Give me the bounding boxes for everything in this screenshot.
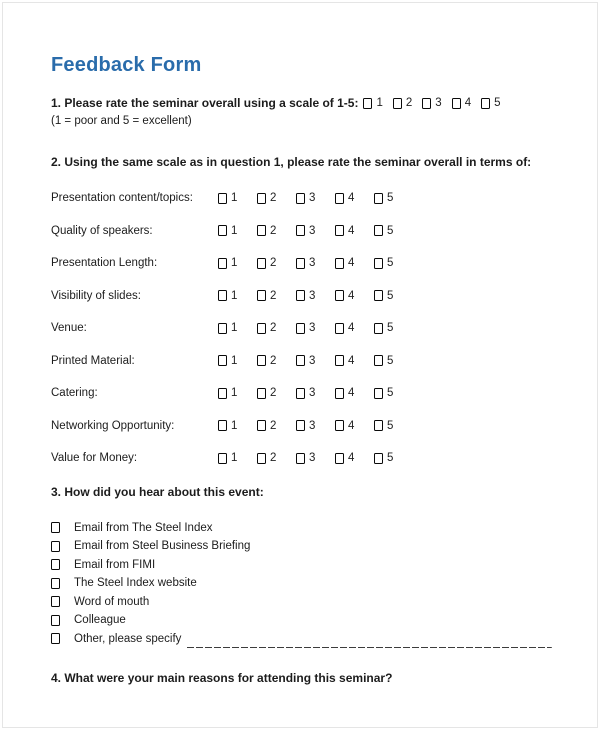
checkbox-icon[interactable] <box>218 290 227 301</box>
checkbox-icon[interactable] <box>374 258 383 269</box>
scale-number: 5 <box>387 354 394 367</box>
scale-checkbox-option-5[interactable] <box>374 322 413 334</box>
q1-scale-option-5[interactable] <box>481 96 500 111</box>
scale-number: 2 <box>270 452 277 464</box>
checkbox-icon[interactable] <box>51 633 60 644</box>
option-label: Colleague <box>74 614 126 627</box>
scale-number: 3 <box>435 97 442 109</box>
document-page <box>2 2 598 728</box>
checkbox-icon[interactable] <box>257 225 266 236</box>
scale-checkbox-option-5[interactable] <box>374 387 413 399</box>
rating-row <box>51 225 552 237</box>
rating-row-scale <box>218 257 413 269</box>
scale-checkbox-option-5[interactable] <box>374 420 413 432</box>
scale-checkbox-option-1[interactable] <box>218 452 257 464</box>
scale-number: 2 <box>270 192 277 204</box>
other-specify-line[interactable] <box>187 634 552 648</box>
scale-checkbox-option-4[interactable] <box>335 387 374 399</box>
scale-checkbox-option-3[interactable] <box>296 290 335 302</box>
checkbox-icon[interactable] <box>335 355 344 366</box>
scale-number: 5 <box>387 419 394 432</box>
option-label: The Steel Index website <box>74 577 197 590</box>
checkbox-icon[interactable] <box>51 559 60 570</box>
rating-row-scale <box>218 355 413 367</box>
question-1-scale <box>363 96 500 111</box>
scale-checkbox-option-4[interactable] <box>335 420 374 432</box>
checkbox-icon[interactable] <box>51 615 60 626</box>
scale-number: 4 <box>348 289 355 302</box>
checkbox-icon[interactable] <box>296 323 305 334</box>
scale-number: 4 <box>348 452 355 464</box>
checkbox-icon[interactable] <box>296 290 305 301</box>
option-row[interactable] <box>51 556 552 575</box>
checkbox-icon[interactable] <box>296 258 305 269</box>
rating-row-label: Visibility of slides: <box>51 289 141 302</box>
scale-checkbox-option-4[interactable] <box>335 452 374 464</box>
scale-number: 1 <box>231 322 238 334</box>
checkbox-icon[interactable] <box>452 98 461 109</box>
checkbox-icon[interactable] <box>257 420 266 431</box>
rating-row-label: Catering: <box>51 387 98 399</box>
scale-checkbox-option-2[interactable] <box>257 420 296 432</box>
scale-number: 3 <box>309 419 316 432</box>
option-row[interactable] <box>51 519 552 538</box>
checkbox-icon[interactable] <box>257 323 266 334</box>
checkbox-icon[interactable] <box>422 98 431 109</box>
rating-row <box>51 322 552 334</box>
checkbox-icon[interactable] <box>218 453 227 464</box>
scale-checkbox-option-3[interactable] <box>296 387 335 399</box>
scale-number: 5 <box>387 257 394 269</box>
rating-table <box>51 192 552 464</box>
scale-number: 3 <box>309 192 316 204</box>
scale-checkbox-option-1[interactable] <box>218 322 257 334</box>
scale-number: 1 <box>231 192 238 204</box>
rating-row <box>51 452 552 464</box>
scale-checkbox-option-4[interactable] <box>335 290 374 302</box>
scale-number: 3 <box>309 387 316 399</box>
scale-checkbox-option-2[interactable] <box>257 257 296 269</box>
scale-number: 2 <box>270 289 277 302</box>
scale-number: 3 <box>309 322 316 334</box>
rating-row <box>51 387 552 399</box>
option-row[interactable] <box>51 593 552 612</box>
checkbox-icon[interactable] <box>374 225 383 236</box>
checkbox-icon[interactable] <box>335 323 344 334</box>
rating-row <box>51 420 552 432</box>
scale-number: 4 <box>348 257 355 269</box>
scale-checkbox-option-3[interactable] <box>296 452 335 464</box>
rating-row-scale <box>218 387 413 399</box>
checkbox-icon[interactable] <box>335 258 344 269</box>
scale-checkbox-option-3[interactable] <box>296 225 335 237</box>
scale-number: 5 <box>494 97 501 109</box>
checkbox-icon[interactable] <box>374 388 383 399</box>
scale-number: 5 <box>387 387 394 399</box>
checkbox-icon[interactable] <box>218 225 227 236</box>
q1-scale-option-2[interactable] <box>393 96 412 111</box>
checkbox-icon[interactable] <box>218 420 227 431</box>
option-row[interactable] <box>51 537 552 556</box>
question-1 <box>51 96 552 111</box>
scale-checkbox-option-2[interactable] <box>257 225 296 237</box>
checkbox-icon[interactable] <box>363 98 372 109</box>
checkbox-icon[interactable] <box>296 355 305 366</box>
checkbox-icon[interactable] <box>335 453 344 464</box>
option-label: Email from The Steel Index <box>74 521 213 534</box>
scale-number: 3 <box>309 452 316 464</box>
scale-number: 2 <box>405 97 413 109</box>
rating-row <box>51 290 552 302</box>
rating-row-label: Value for Money: <box>51 452 138 464</box>
checkbox-icon[interactable] <box>296 453 305 464</box>
rating-row-scale <box>218 452 413 464</box>
scale-number: 3 <box>309 354 316 367</box>
checkbox-icon[interactable] <box>51 578 60 589</box>
checkbox-icon[interactable] <box>335 420 344 431</box>
scale-checkbox-option-1[interactable] <box>218 192 257 204</box>
q1-scale-option-1[interactable] <box>363 96 382 111</box>
checkbox-icon[interactable] <box>257 290 266 301</box>
scale-checkbox-option-2[interactable] <box>257 387 296 399</box>
scale-number: 1 <box>231 354 238 367</box>
checkbox-icon[interactable] <box>51 541 60 552</box>
scale-checkbox-option-2[interactable] <box>257 355 296 367</box>
scale-checkbox-option-1[interactable] <box>218 420 257 432</box>
scale-checkbox-option-2[interactable] <box>257 322 296 334</box>
scale-number: 1 <box>376 97 383 109</box>
scale-number: 2 <box>270 354 277 367</box>
scale-checkbox-option-5[interactable] <box>374 452 413 464</box>
option-row[interactable] <box>51 611 552 630</box>
rating-row-label: Printed Material: <box>51 354 135 367</box>
scale-number: 1 <box>231 419 238 432</box>
checkbox-icon[interactable] <box>218 193 227 204</box>
scale-checkbox-option-5[interactable] <box>374 225 413 237</box>
checkbox-icon[interactable] <box>374 290 383 301</box>
question-4-heading: 4. What were your main reasons for attending this seminar? <box>51 670 393 685</box>
checkbox-icon[interactable] <box>296 388 305 399</box>
scale-checkbox-option-5[interactable] <box>374 355 413 367</box>
checkbox-icon[interactable] <box>218 323 227 334</box>
page-title: Feedback Form <box>51 54 202 76</box>
scale-checkbox-option-3[interactable] <box>296 420 335 432</box>
scale-checkbox-option-3[interactable] <box>296 355 335 367</box>
checkbox-icon[interactable] <box>374 193 383 204</box>
rating-row-label: Presentation Length: <box>51 257 158 269</box>
option-label: Email from Steel Business Briefing <box>74 540 251 553</box>
scale-checkbox-option-1[interactable] <box>218 225 257 237</box>
scale-number: 2 <box>270 224 277 237</box>
rating-row-label: Presentation content/topics: <box>51 192 193 204</box>
checkbox-icon[interactable] <box>393 98 402 109</box>
rating-row-label: Quality of speakers: <box>51 224 153 237</box>
checkbox-icon[interactable] <box>335 225 344 236</box>
checkbox-icon[interactable] <box>335 388 344 399</box>
checkbox-icon[interactable] <box>257 193 266 204</box>
scale-checkbox-option-4[interactable] <box>335 192 374 204</box>
checkbox-icon[interactable] <box>218 355 227 366</box>
checkbox-icon[interactable] <box>374 420 383 431</box>
scale-number: 5 <box>387 322 394 334</box>
checkbox-icon[interactable] <box>335 290 344 301</box>
scale-number: 4 <box>348 224 355 237</box>
checkbox-icon[interactable] <box>51 596 60 607</box>
scale-number: 4 <box>348 387 355 399</box>
rating-row-scale <box>218 322 413 334</box>
scale-checkbox-option-3[interactable] <box>296 192 335 204</box>
hear-about-options <box>51 519 552 630</box>
rating-row <box>51 192 552 204</box>
scale-number: 4 <box>464 97 472 109</box>
scale-number: 4 <box>348 322 355 334</box>
scale-checkbox-option-2[interactable] <box>257 192 296 204</box>
checkbox-icon[interactable] <box>374 355 383 366</box>
scale-checkbox-option-4[interactable] <box>335 322 374 334</box>
scale-number: 2 <box>270 387 277 399</box>
rating-row <box>51 257 552 269</box>
checkbox-icon[interactable] <box>481 98 490 109</box>
scale-number: 4 <box>348 192 355 204</box>
scale-checkbox-option-3[interactable] <box>296 322 335 334</box>
scale-checkbox-option-1[interactable] <box>218 387 257 399</box>
scale-number: 1 <box>231 452 238 464</box>
scale-checkbox-option-2[interactable] <box>257 290 296 302</box>
scale-checkbox-option-5[interactable] <box>374 192 413 204</box>
checkbox-icon[interactable] <box>218 388 227 399</box>
scale-checkbox-option-5[interactable] <box>374 257 413 269</box>
option-label: Other, please specify <box>74 632 182 645</box>
scale-number: 1 <box>231 224 238 237</box>
rating-row-scale <box>218 192 413 204</box>
q1-scale-option-4[interactable] <box>452 96 471 111</box>
scale-checkbox-option-1[interactable] <box>218 257 257 269</box>
question-1-note: (1 = poor and 5 = excellent) <box>51 115 192 127</box>
checkbox-icon[interactable] <box>296 193 305 204</box>
scale-number: 5 <box>387 452 394 464</box>
rating-row-label: Networking Opportunity: <box>51 419 175 432</box>
question-2-heading: 2. Using the same scale as in question 1, please rate the seminar overall in terms of: <box>51 155 532 169</box>
question-1-prompt: 1. Please rate the seminar overall using a scale of 1-5: <box>51 96 359 110</box>
scale-number: 4 <box>348 354 355 367</box>
checkbox-icon[interactable] <box>218 258 227 269</box>
rating-row-label: Venue: <box>51 322 87 334</box>
scale-number: 1 <box>231 387 238 399</box>
checkbox-icon[interactable] <box>257 453 266 464</box>
checkbox-icon[interactable] <box>257 388 266 399</box>
option-label: Word of mouth <box>74 595 150 608</box>
option-row-other[interactable] <box>51 630 552 649</box>
checkbox-icon[interactable] <box>296 420 305 431</box>
rating-row-scale <box>218 420 413 432</box>
checkbox-icon[interactable] <box>296 225 305 236</box>
scale-number: 3 <box>309 224 316 237</box>
scale-number: 5 <box>387 224 394 237</box>
scale-checkbox-option-4[interactable] <box>335 257 374 269</box>
checkbox-icon[interactable] <box>257 258 266 269</box>
question-3-heading: 3. How did you hear about this event: <box>51 484 264 499</box>
scale-checkbox-option-4[interactable] <box>335 225 374 237</box>
rating-row-scale <box>218 290 413 302</box>
scale-number: 3 <box>309 257 316 269</box>
scale-checkbox-option-5[interactable] <box>374 290 413 302</box>
scale-number: 5 <box>387 289 394 302</box>
scale-number: 3 <box>309 289 316 302</box>
scale-checkbox-option-1[interactable] <box>218 290 257 302</box>
checkbox-icon[interactable] <box>374 323 383 334</box>
scale-checkbox-option-2[interactable] <box>257 452 296 464</box>
scale-number: 2 <box>270 257 277 269</box>
checkbox-icon[interactable] <box>335 193 344 204</box>
scale-checkbox-option-1[interactable] <box>218 355 257 367</box>
scale-number: 2 <box>270 419 277 432</box>
checkbox-icon[interactable] <box>374 453 383 464</box>
scale-checkbox-option-4[interactable] <box>335 355 374 367</box>
scale-number: 1 <box>231 289 238 302</box>
rating-row-scale <box>218 225 413 237</box>
scale-checkbox-option-3[interactable] <box>296 257 335 269</box>
checkbox-icon[interactable] <box>51 522 60 533</box>
scale-number: 4 <box>348 419 355 432</box>
option-label: Email from FIMI <box>74 558 156 571</box>
option-row[interactable] <box>51 574 552 593</box>
scale-number: 5 <box>387 192 394 204</box>
scale-number: 2 <box>270 322 277 334</box>
scale-number: 1 <box>231 257 238 269</box>
q1-scale-option-3[interactable] <box>422 96 441 111</box>
rating-row <box>51 355 552 367</box>
checkbox-icon[interactable] <box>257 355 266 366</box>
